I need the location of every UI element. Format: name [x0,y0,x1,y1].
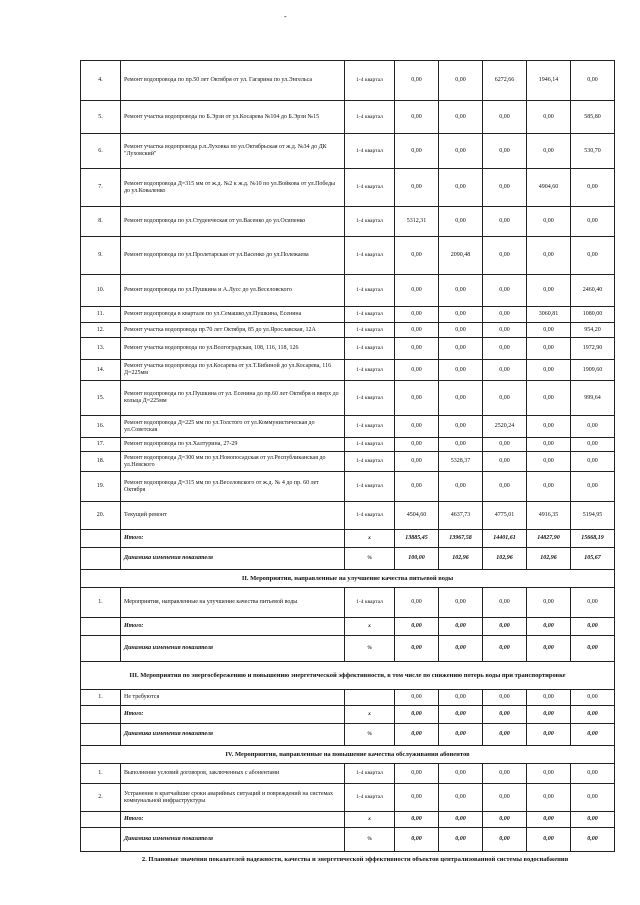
investment-program-table [80,60,615,852]
row-value: 0,00 [439,416,483,438]
row-number: 4. [81,61,121,101]
row-period: 1-4 квартал [345,307,395,323]
row-unit: % [345,636,395,662]
row-value: 0,00 [395,636,439,662]
row-value: 0,00 [395,812,439,828]
table-row [81,275,615,307]
row-value: 0,00 [571,61,615,101]
row-number: 5. [81,101,121,134]
row-value: 0,00 [527,636,571,662]
row-value: 13885,45 [395,530,439,548]
row-value: 0,00 [439,275,483,307]
table-row [81,452,615,472]
row-period: 1-4 квартал [345,472,395,502]
row-value: 0,00 [395,61,439,101]
row-label: Итого: [121,706,345,724]
row-value: 4637,73 [439,502,483,530]
table-row [81,169,615,207]
dynamics-row [81,548,615,570]
row-description: Ремонт водопровода по ул.Пушкина от ул. Есенина до пр.60 лет Октября и вверх до кольца Д=225мм [121,381,345,416]
row-value: 0,00 [439,61,483,101]
row-value: 0,00 [527,828,571,852]
row-value: 0,00 [571,764,615,784]
row-value: 0,00 [527,207,571,237]
row-value: 0,00 [527,323,571,338]
table-row [81,307,615,323]
row-value: 0,00 [439,323,483,338]
row-number: 14. [81,360,121,381]
row-value: 0,00 [527,416,571,438]
page-mark: - [284,12,287,21]
row-value: 6272,66 [483,61,527,101]
row-value: 0,00 [527,381,571,416]
row-value: 0,00 [571,588,615,618]
row-value: 0,00 [483,472,527,502]
row-period: 1-4 квартал [345,169,395,207]
row-number: 8. [81,207,121,237]
row-unit: х [345,530,395,548]
row-value: 0,00 [527,438,571,452]
row-number: 6. [81,134,121,169]
row-value: 14827,90 [527,530,571,548]
section-title: IV. Мероприятия, направленные на повышение качества обслуживания абонентов [81,746,615,764]
row-label: Динамика изменения показателя [121,828,345,852]
row-period: 1-4 квартал [345,275,395,307]
row-value: 0,00 [439,134,483,169]
row-period: 1-4 квартал [345,338,395,360]
row-value: 3060,81 [527,307,571,323]
row-value: 0,00 [571,690,615,706]
row-number-empty [81,724,121,746]
row-number-empty [81,828,121,852]
table-row [81,338,615,360]
total-row [81,706,615,724]
row-value: 0,00 [571,706,615,724]
row-value: 0,00 [439,338,483,360]
row-value: 0,00 [439,207,483,237]
row-value: 4904,60 [527,169,571,207]
row-period: 1-4 квартал [345,207,395,237]
row-period: 1-4 квартал [345,61,395,101]
table-row [81,588,615,618]
row-value: 0,00 [483,307,527,323]
row-value: 0,00 [527,472,571,502]
table-row [81,690,615,706]
table-row [81,416,615,438]
row-value: 105,67 [571,548,615,570]
row-period: 1-4 квартал [345,588,395,618]
row-period: 1-4 квартал [345,237,395,275]
row-value: 0,00 [527,452,571,472]
row-number: 15. [81,381,121,416]
row-number-empty [81,548,121,570]
row-value: 0,00 [483,438,527,452]
row-value: 0,00 [395,724,439,746]
row-unit: % [345,548,395,570]
row-number: 10. [81,275,121,307]
row-value: 0,00 [395,416,439,438]
row-value: 0,00 [527,690,571,706]
row-value: 0,00 [483,812,527,828]
row-value: 1972,90 [571,338,615,360]
row-value: 1946,14 [527,61,571,101]
row-description: Ремонт водопровода по ул.Халтурина, 27-29 [121,438,345,452]
table-row [81,438,615,452]
row-value: 0,00 [527,134,571,169]
row-value: 14401,61 [483,530,527,548]
section-title: II. Мероприятия, направленные на улучшение качества питьевой воды [81,570,615,588]
row-value: 0,00 [395,134,439,169]
row-description: Ремонт водопровода Д=300 мм по ул.Новопосадская от ул.Республиканская до ул.Невского [121,452,345,472]
row-value: 0,00 [483,784,527,812]
row-description: Ремонт водопровода по пр.50 лет Октября от ул. Гагарина по ул.Энгельса [121,61,345,101]
row-value: 0,00 [483,169,527,207]
row-number: 7. [81,169,121,207]
row-value: 0,00 [483,690,527,706]
row-value: 0,00 [483,381,527,416]
row-unit: х [345,812,395,828]
row-value: 5194,95 [571,502,615,530]
row-value: 102,96 [439,548,483,570]
row-value: 0,00 [395,588,439,618]
row-value: 0,00 [483,338,527,360]
row-value: 0,00 [483,636,527,662]
row-value: 4504,60 [395,502,439,530]
row-unit: % [345,724,395,746]
row-value: 13967,58 [439,530,483,548]
row-value: 0,00 [395,828,439,852]
row-value: 999,64 [571,381,615,416]
row-value: 0,00 [527,588,571,618]
table-row [81,784,615,812]
row-period: 1-4 квартал [345,323,395,338]
row-value: 0,00 [483,275,527,307]
row-value: 0,00 [439,381,483,416]
row-value: 0,00 [439,636,483,662]
row-description: Ремонт водопровода в квартале по ул.Семашко,ул.Пушкина, Есенина [121,307,345,323]
row-period: 1-4 квартал [345,360,395,381]
row-number: 19. [81,472,121,502]
row-label: Итого: [121,618,345,636]
row-period: 1-4 квартал [345,452,395,472]
row-description: Ремонт водопровода по ул.Студенческая от ул.Васенко до ул.Осипенко [121,207,345,237]
row-value: 2460,40 [571,275,615,307]
table-row [81,323,615,338]
table-row [81,764,615,784]
row-label: Итого: [121,812,345,828]
row-value: 0,00 [571,169,615,207]
table-row [81,381,615,416]
row-value: 102,96 [527,548,571,570]
row-value: 0,00 [395,275,439,307]
section-header-row [81,662,615,690]
row-value: 0,00 [527,101,571,134]
row-value: 0,00 [527,706,571,724]
row-label: Динамика изменения показателя [121,636,345,662]
row-value: 0,00 [483,588,527,618]
row-value: 0,00 [439,812,483,828]
row-value: 0,00 [483,764,527,784]
row-label: Динамика изменения показателя [121,724,345,746]
row-value: 0,00 [395,169,439,207]
row-value: 0,00 [439,784,483,812]
dynamics-row [81,636,615,662]
row-value: 0,00 [527,812,571,828]
row-value: 0,00 [439,307,483,323]
row-value: 0,00 [439,360,483,381]
row-period: 1-4 квартал [345,502,395,530]
row-value: 0,00 [395,338,439,360]
row-value: 0,00 [527,618,571,636]
row-value: 0,00 [571,636,615,662]
row-value: 0,00 [571,416,615,438]
row-value: 0,00 [527,724,571,746]
row-value: 0,00 [571,618,615,636]
row-value: 0,00 [439,618,483,636]
row-value: 0,00 [527,764,571,784]
row-value: 0,00 [439,588,483,618]
row-value: 0,00 [483,237,527,275]
row-value: 0,00 [395,706,439,724]
row-value: 0,00 [527,237,571,275]
table-row [81,61,615,101]
row-number: 2. [81,784,121,812]
row-period: 1-4 квартал [345,784,395,812]
dynamics-row [81,828,615,852]
row-value: 4775,01 [483,502,527,530]
row-value: 0,00 [395,452,439,472]
row-number: 12. [81,323,121,338]
row-value: 0,00 [395,360,439,381]
row-value: 15668,19 [571,530,615,548]
total-row [81,812,615,828]
row-number: 16. [81,416,121,438]
row-value: 0,00 [439,828,483,852]
row-number: 1. [81,764,121,784]
row-value: 0,00 [395,618,439,636]
row-number-empty [81,530,121,548]
table-row [81,360,615,381]
row-value: 0,00 [571,452,615,472]
row-label: Итого: [121,530,345,548]
row-description: Ремонт водопровода Д=315 мм от ж.д. №2 к ж.д. №10 по ул.Войкова от ул.Победы до ул.Коваленко [121,169,345,207]
row-value: 0,00 [439,438,483,452]
row-value: 0,00 [395,307,439,323]
row-number: 1. [81,690,121,706]
row-description: Текущий ремонт [121,502,345,530]
row-value: 0,00 [395,323,439,338]
row-value: 0,00 [483,828,527,852]
row-period: 1-4 квартал [345,438,395,452]
row-value: 5312,31 [395,207,439,237]
row-value: 0,00 [571,812,615,828]
row-value: 2520,24 [483,416,527,438]
row-number: 18. [81,452,121,472]
row-unit: % [345,828,395,852]
row-value: 0,00 [571,237,615,275]
row-value: 0,00 [439,101,483,134]
row-description: Ремонт участка водопровода пр.70 лет Октября, 85 до ул.Ярославская, 12А [121,323,345,338]
row-value: 0,00 [527,275,571,307]
row-period: 1-4 квартал [345,416,395,438]
row-number: 17. [81,438,121,452]
row-value: 0,00 [395,438,439,452]
row-description: Ремонт участка водопровода по ул.Волгоградская, 108, 116, 118, 126 [121,338,345,360]
table-row [81,207,615,237]
row-value: 5328,37 [439,452,483,472]
row-value: 0,00 [483,360,527,381]
table-row [81,502,615,530]
row-value: 0,00 [527,784,571,812]
row-value: 0,00 [395,237,439,275]
row-number-empty [81,706,121,724]
row-number-empty [81,618,121,636]
row-value: 0,00 [527,338,571,360]
row-value: 0,00 [395,381,439,416]
row-description: Ремонт водопровода по ул.Пролетарская от ул.Васенко до ул.Полежаева [121,237,345,275]
footer-note: 2. Плановые значения показателей надежности, качества и энергетической эффективности объектов централизованной системы водоснабжения [141,856,569,863]
row-value: 0,00 [483,452,527,472]
row-value: 0,00 [571,784,615,812]
row-value: 0,00 [395,101,439,134]
row-description: Ремонт водопровода Д=315 мм по ул.Веселовского от ж.д. № 4 до пр. 60 лет Октября [121,472,345,502]
section-header-row [81,746,615,764]
row-unit: х [345,706,395,724]
row-value: 0,00 [483,134,527,169]
row-period: 1-4 квартал [345,101,395,134]
row-value: 2090,48 [439,237,483,275]
row-value: 0,00 [571,724,615,746]
row-number: 13. [81,338,121,360]
row-value: 0,00 [527,360,571,381]
row-value: 0,00 [439,472,483,502]
row-value: 0,00 [571,472,615,502]
row-value: 0,00 [439,690,483,706]
row-period [345,690,395,706]
row-value: 954,20 [571,323,615,338]
row-value: 102,96 [483,548,527,570]
row-value: 0,00 [395,472,439,502]
row-description: Не требуются [121,690,345,706]
row-value: 0,00 [395,690,439,706]
row-unit: х [345,618,395,636]
row-description: Устранение в кратчайшие сроки аварийных ситуаций и повреждений на системах коммунальной инфраструктуры [121,784,345,812]
row-description: Выполнение условий договоров, заключенных с абонентами [121,764,345,784]
row-description: Ремонт водопровода Д=225 мм по ул.Толстого от ул.Коммунистическая до ул.Советская [121,416,345,438]
row-value: 0,00 [483,323,527,338]
row-description: Мероприятия, направленные на улучшение качества питьевой воды [121,588,345,618]
table-row [81,101,615,134]
section-header-row [81,570,615,588]
total-row [81,618,615,636]
row-value: 0,00 [483,706,527,724]
row-value: 530,70 [571,134,615,169]
row-value: 0,00 [571,828,615,852]
row-value: 0,00 [439,724,483,746]
row-description: Ремонт участка водопровода по Б.Эрзи от ул.Косарева №104 до Б.Эрзи №15 [121,101,345,134]
table-row [81,237,615,275]
row-period: 1-4 квартал [345,381,395,416]
total-row [81,530,615,548]
row-value: 585,80 [571,101,615,134]
row-description: Ремонт водопровода по ул.Пушкина и А.Лусс до ул.Веселовского [121,275,345,307]
section-title: III. Мероприятия по энергосбережению и повышению энергетической эффективности, в том числе по снижению потерь воды при транспортировке [81,662,615,690]
row-value: 100,00 [395,548,439,570]
row-value: 0,00 [439,764,483,784]
table-row [81,134,615,169]
row-period: 1-4 квартал [345,764,395,784]
row-value: 0,00 [483,101,527,134]
row-value: 0,00 [395,784,439,812]
row-value: 0,00 [571,207,615,237]
row-value: 0,00 [439,706,483,724]
row-value: 0,00 [483,618,527,636]
row-description: Ремонт участка водопровода по ул.Косарева от ул.Т.Бибиной до ул.Косарева, 116 Д=225мм [121,360,345,381]
row-number: 11. [81,307,121,323]
row-value: 0,00 [571,438,615,452]
row-value: 0,00 [483,724,527,746]
row-number-empty [81,636,121,662]
row-description: Ремонт участка водопровода р.п.Луховка по ул.Октябрьская от ж.д. №34 до ДК "Луховский" [121,134,345,169]
row-value: 1909,60 [571,360,615,381]
row-label: Динамика изменения показателя [121,548,345,570]
row-number-empty [81,812,121,828]
row-value: 0,00 [483,207,527,237]
row-number: 20. [81,502,121,530]
row-value: 4916,35 [527,502,571,530]
row-value: 0,00 [439,169,483,207]
row-period: 1-4 квартал [345,134,395,169]
dynamics-row [81,724,615,746]
row-value: 0,00 [395,764,439,784]
row-value: 1080,00 [571,307,615,323]
table-row [81,472,615,502]
row-number: 9. [81,237,121,275]
row-number: 1. [81,588,121,618]
